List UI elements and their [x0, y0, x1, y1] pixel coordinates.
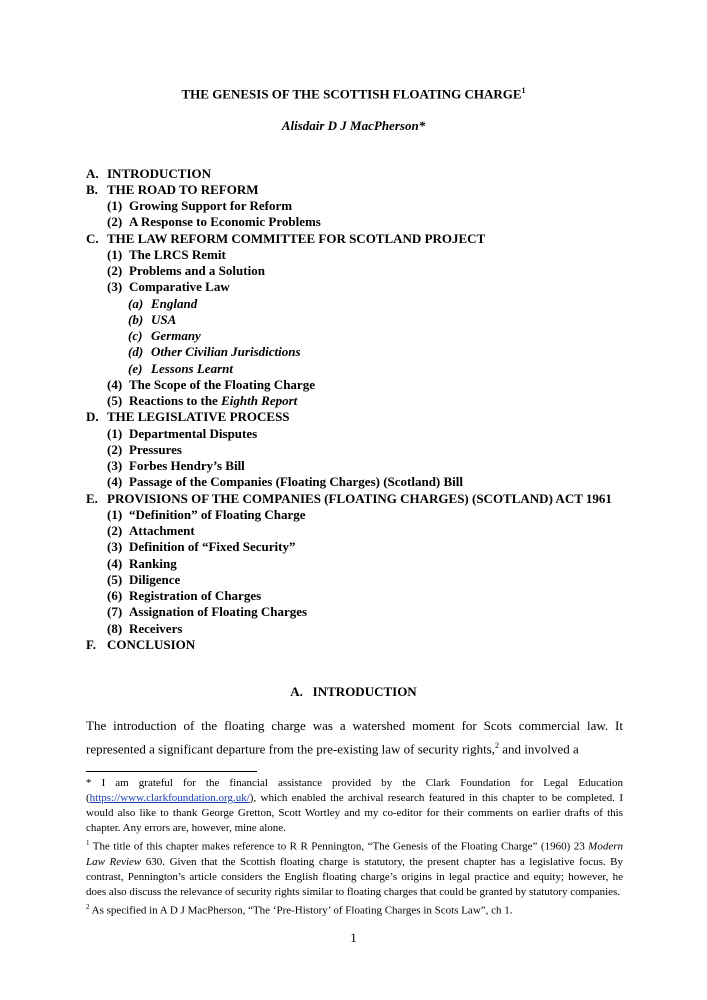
- toc-item-d4: (4) Passage of the Companies (Floating Charges) (Scotland) Bill: [107, 474, 464, 489]
- toc-item-c5: (5) Reactions to the Eighth Report: [107, 393, 298, 408]
- body-paragraph: The introduction of the floating charge was a watershed moment for Scots commercial law. It represented a significant departure from the pre-existing law of security rights,$^2$ and involved a: [86, 718, 623, 757]
- toc-item-d3: (3) Forbes Hendry’s Bill: [107, 458, 245, 473]
- title-footnote-ref[interactable]: 1: [521, 86, 526, 95]
- toc-item-e: E. PROVISIONS OF THE COMPANIES (FLOATING CHARGES) (SCOTLAND) ACT 1961: [86, 491, 612, 506]
- toc-item-e6: (6) Registration of Charges: [107, 588, 262, 603]
- footnote-star: * I am grateful for the financial assistance provided by the Clark Foundation for Legal Education (https://www.clarkfoundation.org.uk/), which enabled the archival research featured in this chapter to be completed. I would also like to thank George Gretton, Scott Wortley and my co-editor for their comments on earlier drafts of this chapter. Any errors are, however, mine alone.: [86, 777, 623, 834]
- footnote-separator: [86, 771, 257, 772]
- toc-item-c3c: (c) Germany: [128, 328, 201, 343]
- footnote-ref-2[interactable]: 2: [495, 741, 499, 750]
- toc-item-e7: (7) Assignation of Floating Charges: [107, 604, 308, 619]
- toc-item-e3: (3) Definition of “Fixed Security”: [107, 539, 296, 554]
- toc-item-c1: (1) The LRCS Remit: [107, 247, 226, 262]
- toc-item-d2: (2) Pressures: [107, 442, 182, 457]
- footnote-2: $^2$ As specified in A D J MacPherson, “The ‘Pre-History’ of Floating Charges in Scots Law”, ch 1.: [86, 902, 513, 917]
- footnote-1: $^1$ The title of this chapter makes reference to R R Pennington, “The Genesis of the Floating Charge” (1960) 23 Modern Law Review 630. Given that the Scottish floating charge is statutory, the present chapter has a legislative focus. By contrast, Pennington’s article considers the English floating charge’s origins in legal practice and equity; however, he does also discuss the relevance of security rights similar to floating charges that could be granted by statutory companies.: [86, 839, 623, 898]
- toc-item-e4: (4) Ranking: [107, 556, 177, 571]
- toc-item-f: F. CONCLUSION: [86, 637, 196, 652]
- toc-item-e2: (2) Attachment: [107, 523, 195, 538]
- toc-item-e5: (5) Diligence: [107, 572, 181, 587]
- toc-item-b1: (1) Growing Support for Reform: [107, 198, 293, 213]
- page-number: 1: [350, 930, 357, 945]
- toc-item-a: A. INTRODUCTION: [86, 166, 212, 181]
- clark-foundation-link[interactable]: https://www.clarkfoundation.org.uk/: [89, 792, 250, 804]
- toc-item-c4: (4) The Scope of the Floating Charge: [107, 377, 315, 392]
- toc-item-c3e: (e) Lessons Learnt: [128, 361, 233, 376]
- footnotes: [86, 776, 623, 918]
- section-heading-introduction: A. INTRODUCTION: [290, 684, 417, 699]
- toc-item-b2: (2) A Response to Economic Problems: [107, 214, 321, 229]
- toc-item-c2: (2) Problems and a Solution: [107, 263, 265, 278]
- toc-item-c3: (3) Comparative Law: [107, 279, 230, 294]
- toc-item-d: D. THE LEGISLATIVE PROCESS: [86, 409, 290, 424]
- toc-item-e8: (8) Receivers: [107, 621, 183, 636]
- paper-title: THE GENESIS OF THE SCOTTISH FLOATING CHARGE$^1$: [181, 86, 526, 102]
- toc-item-c3b: (b) USA: [128, 312, 177, 327]
- toc-item-c3d: (d) Other Civilian Jurisdictions: [128, 344, 301, 359]
- toc-item-c3a: (a) England: [128, 296, 198, 311]
- author-name: Alisdair D J MacPherson*: [281, 118, 426, 133]
- toc-item-c: C. THE LAW REFORM COMMITTEE FOR SCOTLAND PROJECT: [86, 231, 486, 246]
- toc-item-e1: (1) “Definition” of Floating Charge: [107, 507, 306, 522]
- toc-item-d1: (1) Departmental Disputes: [107, 426, 258, 441]
- toc-item-b: B. THE ROAD TO REFORM: [86, 182, 259, 197]
